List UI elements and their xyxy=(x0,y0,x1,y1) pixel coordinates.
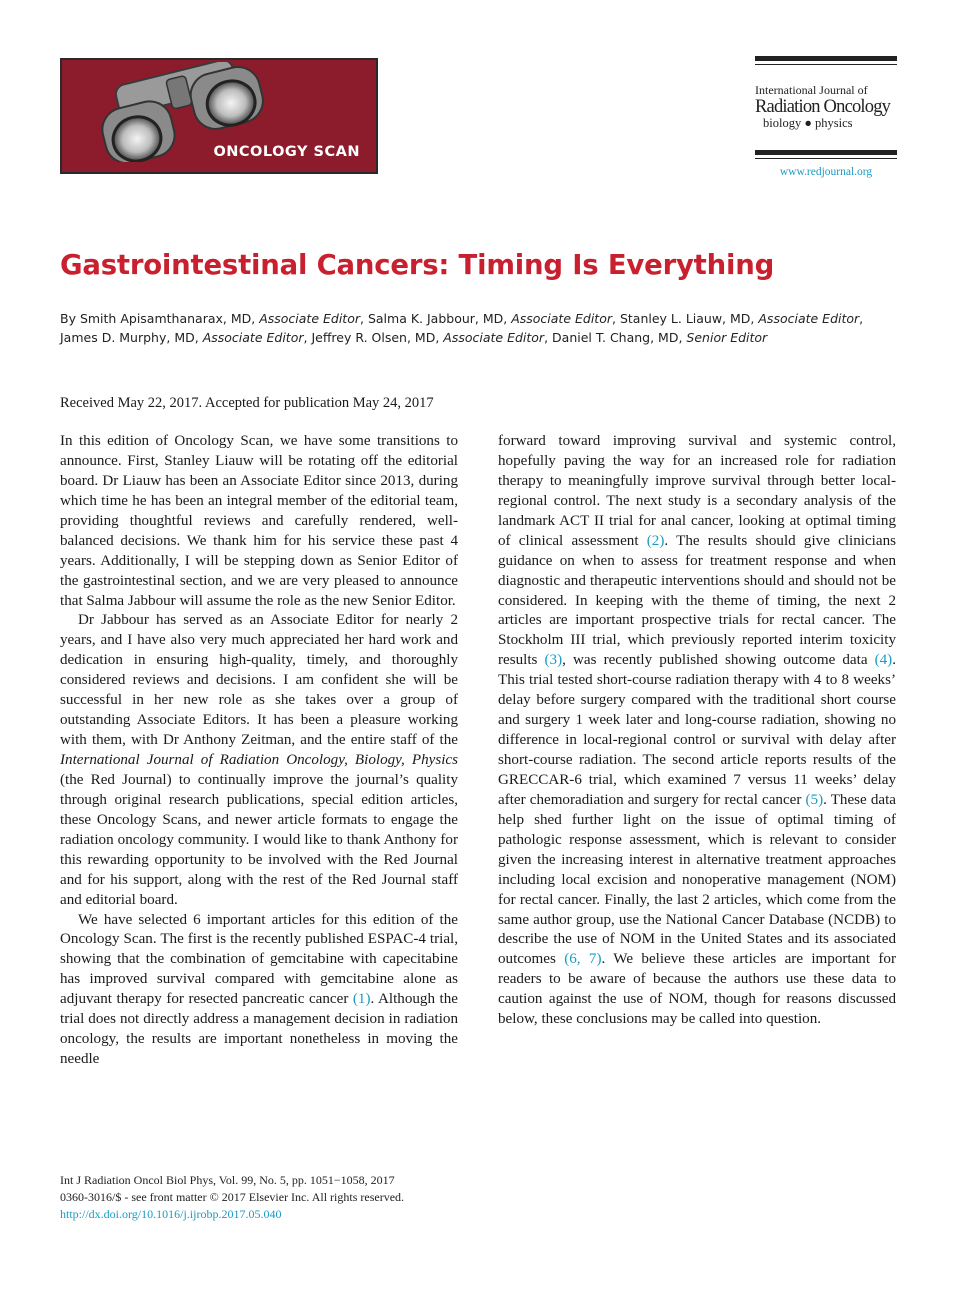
received-dates: Received May 22, 2017. Accepted for publication May 24, 2017 xyxy=(60,395,434,411)
author-name: Stanley L. Liauw, MD, xyxy=(619,311,759,326)
author-role: Associate Editor xyxy=(259,311,360,326)
journal-url-link[interactable]: www.redjournal.org xyxy=(779,166,873,178)
masthead-rule xyxy=(755,64,897,65)
oncology-scan-banner xyxy=(60,58,378,174)
journal-name-line2: Radiation Oncology xyxy=(755,97,891,117)
reference-link[interactable]: (4) xyxy=(874,652,893,669)
reference-link[interactable]: (1) xyxy=(352,991,371,1008)
author-name: By Smith Apisamthanarax, MD, xyxy=(60,311,260,326)
masthead-rule xyxy=(755,56,897,61)
journal-title-italic: International Journal of Radiation Oncology, Biology, Physics xyxy=(60,752,458,768)
reference-link[interactable]: (3) xyxy=(544,652,563,669)
reference-link[interactable]: (6, 7) xyxy=(564,951,602,968)
article-title: Gastrointestinal Cancers: Timing Is Everything xyxy=(60,249,775,281)
journal-masthead xyxy=(755,56,897,178)
author-name: Salma K. Jabbour, MD, xyxy=(367,311,512,326)
citation-line: Int J Radiation Oncol Biol Phys, Vol. 99, No. 5, pp. 1051−1058, 2017 xyxy=(60,1173,395,1187)
body-paragraph: forward toward improving survival and systemic control, hopefully paving the way for an increased role for radiation therapy to meaningfully improve survival through better local-regional control. The next study is a secondary analysis of the landmark ACT II trial for anal cancer, looking at optimal timing of clinical assessment (2). The results should give clinicians guidance on when to assess for treatment response and when diagnostic and therapeutic interventions should and should not be considered. In keeping with the theme of timing, the next 2 articles are important prospective trials for rectal cancer. The Stockholm III trial, which previously reported interim toxicity results (3), was recently published showing outcome data (4). This trial tested short-course radiation therapy with 4 to 8 weeks’ delay before surgery compared with the traditional short course and surgery 1 week later and long-course radiation, showing no difference in local-regional control or survival with delay after short-course radiation. The second article reports results of the GRECCAR-6 trial, which examined 7 versus 11 weeks’ delay after chemoradiation and surgery for rectal cancer (5). These data help shed further light on the issue of optimal timing of pathologic response assessment, which is relevant to consider given the increasing interest in alternative treatment approaches including local excision and nonoperative management (NOM) for rectal cancer. Finally, the last 2 articles, which come from the same author group, use the National Cancer Database (NCDB) to describe the use of NOM in the United States and its associated outcomes (6, 7). We believe these articles are important for readers to be aware of because the authors use these data to caution against the use of NOM, though for reasons discussed below, these conclusions may be called into question. xyxy=(498,433,896,1028)
reference-link[interactable]: (2) xyxy=(646,532,665,549)
body-paragraph: Dr Jabbour has served as an Associate Editor for nearly 2 years, and I have also very much appreciated her hard work and dedication in ensuring high-quality, timely, and thoroughly considered reviews and decisions. I am confident she will be successful in her new role as she takes over a group of outstanding Associate Editors. It has been a pleasure working with them, with Dr Anthony Zeitman, and the entire staff of the International Journal of Radiation Oncology, Biology, Physics (the Red Journal) to continually improve the journal’s quality through original research publications, special edition articles, these Oncology Scans, and newer article formats to engage the radiation oncology community. I would like to thank Anthony for this rewarding opportunity to be involved with the Red Journal and for his support, along with the rest of the Red Journal staff and editorial board. xyxy=(60,612,458,908)
journal-name-line3: biology ● physics xyxy=(763,116,853,130)
masthead-rule xyxy=(755,150,897,155)
author-name: Daniel T. Chang, MD, xyxy=(552,330,687,345)
journal-name-line1: International Journal of xyxy=(755,83,868,97)
author-name: James D. Murphy, MD, xyxy=(60,330,203,345)
body-paragraph: In this edition of Oncology Scan, we have some transitions to announce. First, Stanley Liauw will be rotating off the editorial board. Dr Liauw has been an Associate Editor since 2013, during which time he has been an integral member of the editorial team, providing thoughtful reviews and carefully rendered, well-balanced decisions. We thank him for his service these past 4 years. Additionally, I will be stepping down as Senior Editor of the gastrointestinal section, and we are very pleased to announce that Salma Jabbour will assume the role as the new Senior Editor. xyxy=(60,433,458,609)
copyright-line: 0360-3016/$ - see front matter © 2017 Elsevier Inc. All rights reserved. xyxy=(60,1190,405,1204)
body-column-right xyxy=(498,432,896,1030)
author-list: By Smith Apisamthanarax, MD, Associate Editor, Salma K. Jabbour, MD, Associate Editor, Stanley L. Liauw, MD, Associate Editor, James D. Murphy, MD, Associate Editor, Jeffrey R. Olsen, MD, Associate Editor, Daniel T. Chang, MD, Senior Editor xyxy=(60,311,864,345)
reference-link[interactable]: (5) xyxy=(805,791,824,808)
masthead-rule xyxy=(755,158,897,159)
banner-label: ONCOLOGY SCAN xyxy=(213,144,360,160)
citation-footer xyxy=(60,1172,404,1223)
body-paragraph: We have selected 6 important articles for this edition of the Oncology Scan. The first is the recently published ESPAC-4 trial, showing that the combination of gemcitabine with capecitabine has improved survival compared with gemcitabine alone as adjuvant therapy for resected pancreatic cancer (1). Although the trial does not directly address a management decision in radiation oncology, the results are important nonetheless in moving the needle xyxy=(60,911,458,1068)
body-column-left xyxy=(60,432,458,1070)
author-role: Associate Editor xyxy=(202,330,304,345)
author-role: Associate Editor xyxy=(511,311,612,326)
author-role: Associate Editor xyxy=(443,330,545,345)
journal-name xyxy=(755,84,897,130)
author-role: Associate Editor xyxy=(758,311,860,326)
doi-link[interactable]: http://dx.doi.org/10.1016/j.ijrobp.2017.05.040 xyxy=(60,1207,282,1221)
author-name: Jeffrey R. Olsen, MD, xyxy=(311,330,444,345)
author-role: Senior Editor xyxy=(686,330,768,345)
